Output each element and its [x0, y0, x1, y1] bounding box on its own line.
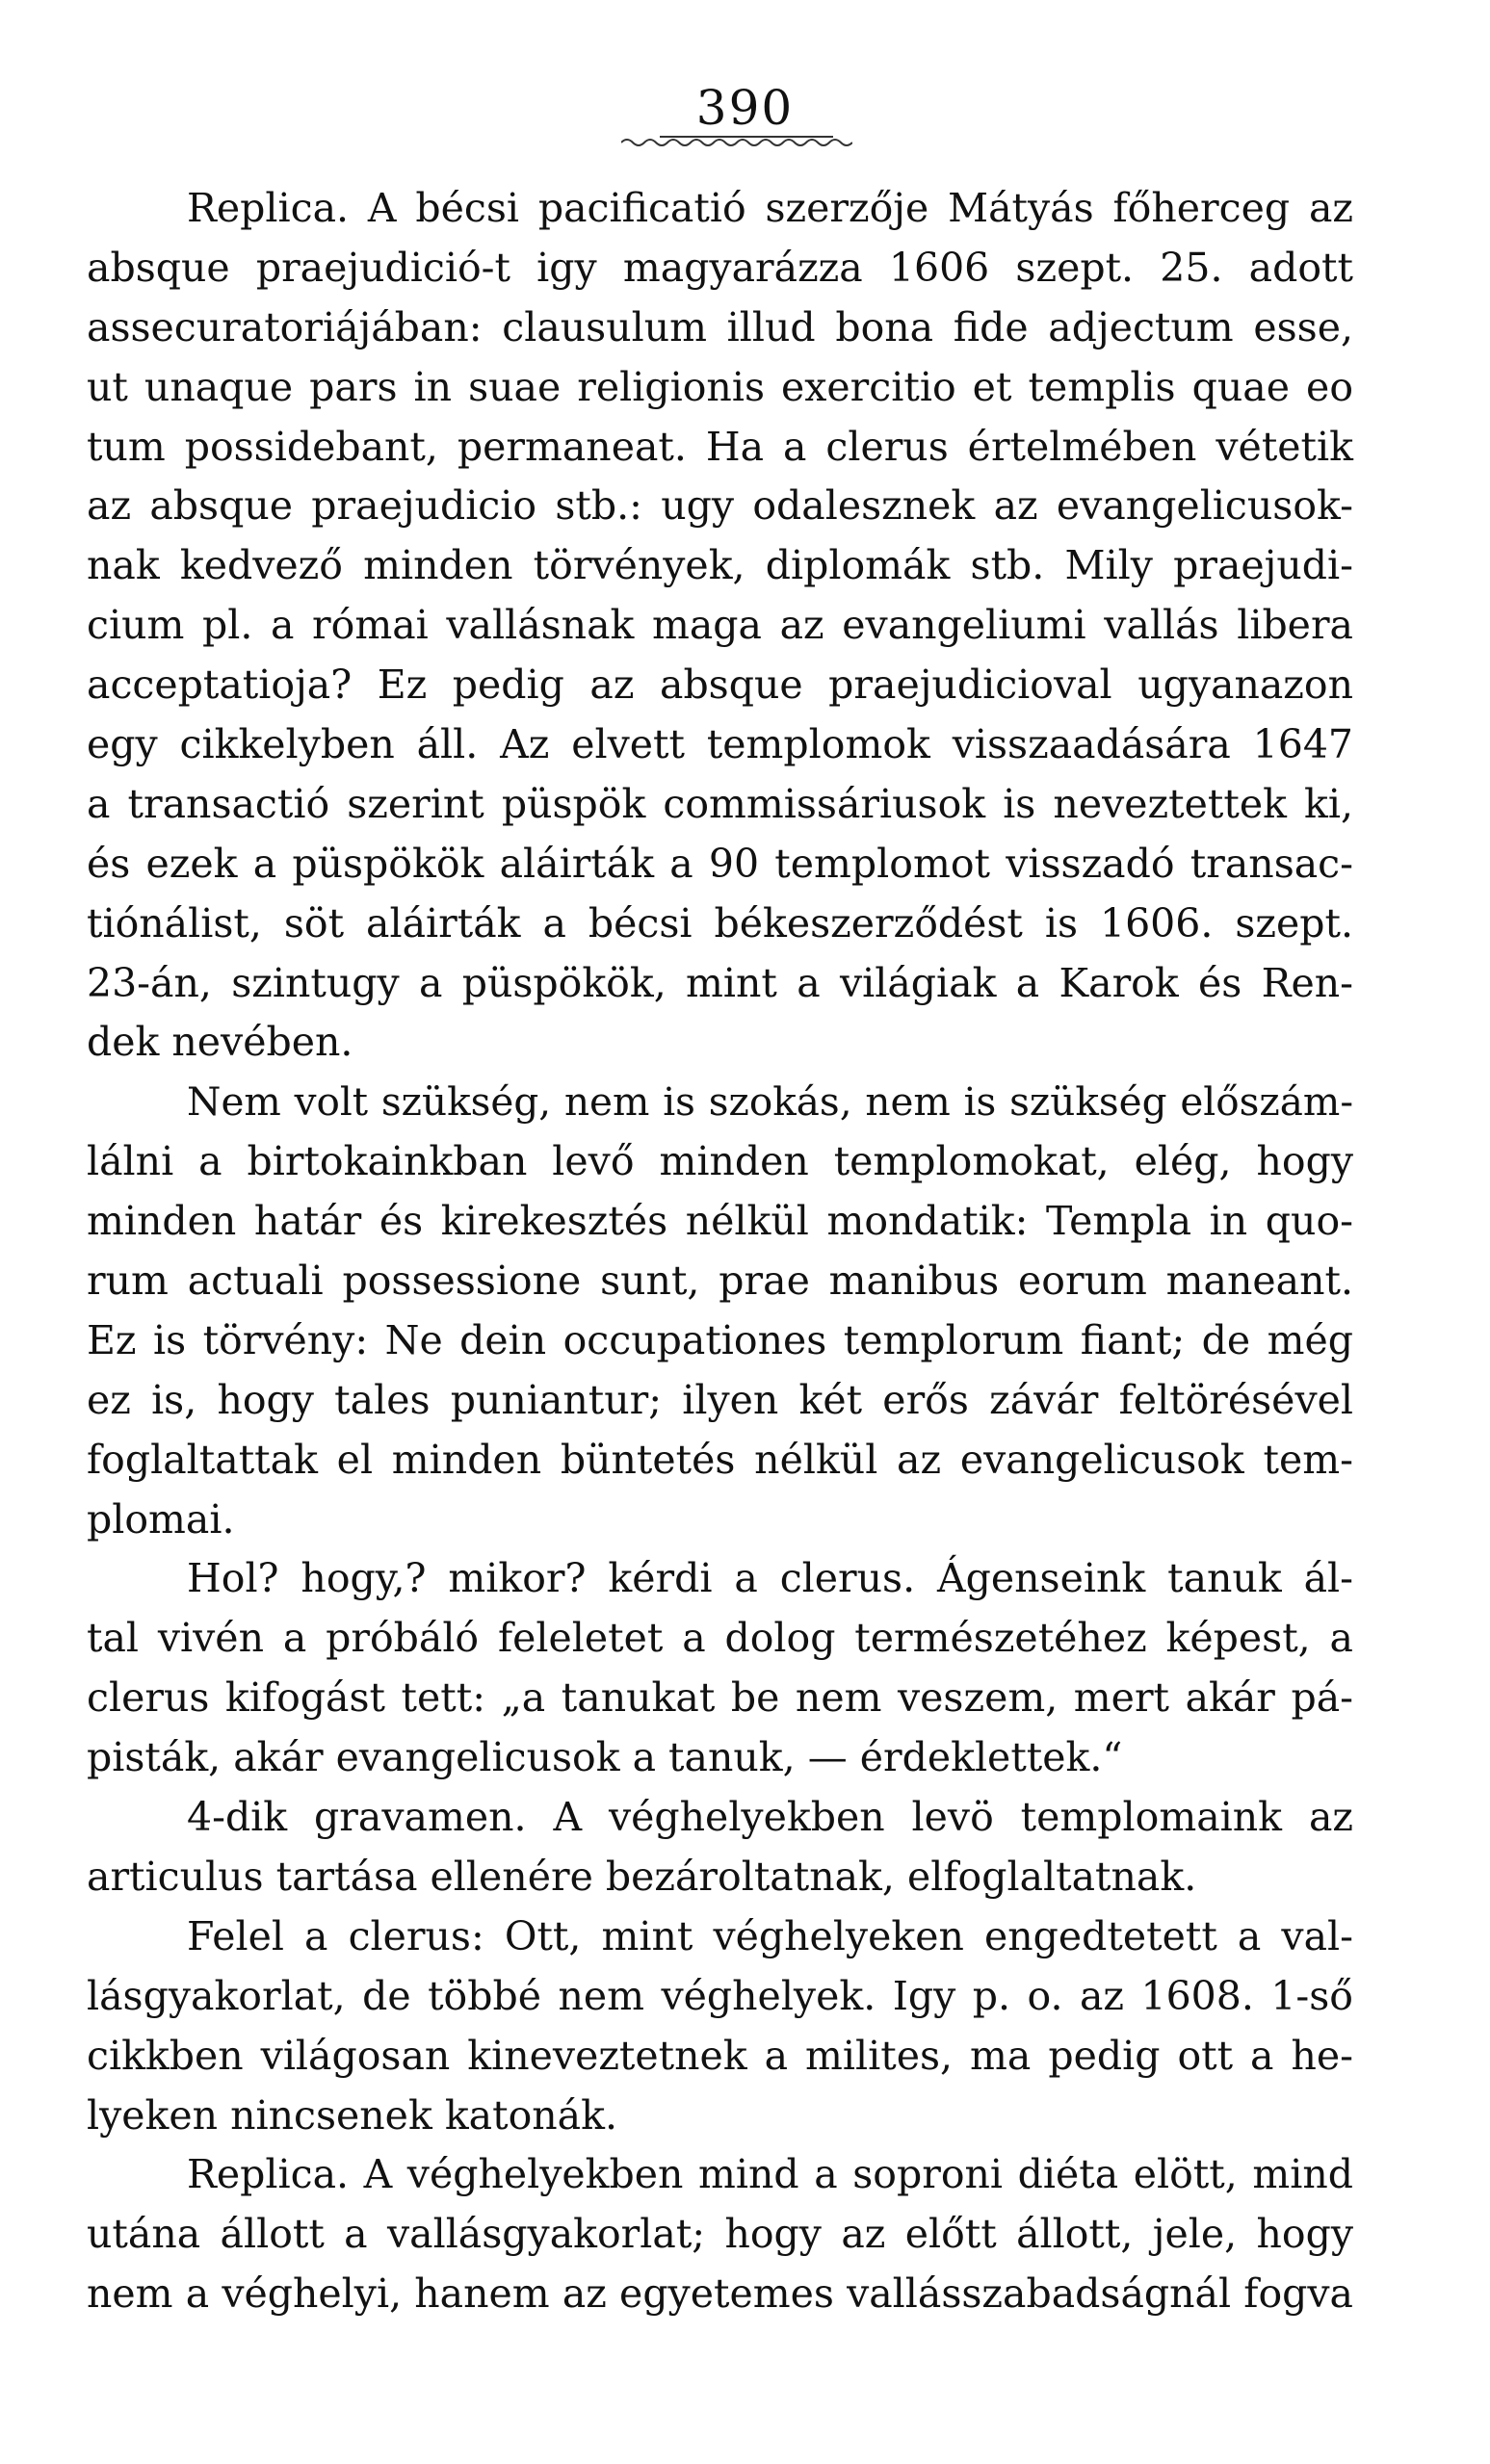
text-line: nem a véghelyi, hanem az egyetemes vallásszabadságnál fogva — [87, 2270, 1353, 2318]
text-line: és ezek a püspökök aláirták a 90 templomot visszadó transac- — [87, 840, 1353, 887]
text-line: plomai. — [87, 1495, 235, 1543]
text-line: nak kedvező minden törvények, diplomák stb. Mily praejudi- — [87, 542, 1353, 589]
text-line: 23-án, szintugy a püspökök, mint a világiak a Karok és Ren- — [87, 959, 1353, 1006]
text-line: foglaltattak el minden büntetés nélkül az evangelicusok tem- — [87, 1436, 1353, 1483]
text-line: cium pl. a római vallásnak maga az evangeliumi vallás libera — [87, 602, 1353, 649]
body-text — [87, 179, 1353, 2324]
text-line: Felel a clerus: Ott, mint véghelyeken engedtetett a val- — [187, 1912, 1353, 1959]
text-line: clerus kifogást tett: „a tanukat be nem veszem, mert akár pá- — [87, 1674, 1353, 1722]
text-line: Replica. A bécsi pacificatió szerzője Mátyás főherceg az — [187, 185, 1353, 231]
text-line: tal vivén a próbáló feleletet a dolog természetéhez képest, a — [87, 1615, 1353, 1662]
text-line: cikkben világosan kineveztetnek a milites, ma pedig ott a he- — [87, 2032, 1353, 2079]
text-line: egy cikkelyben áll. Az elvett templomok visszaadására 1647 — [87, 721, 1353, 768]
text-line: utána állott a vallásgyakorlat; hogy az előtt állott, jele, hogy — [87, 2211, 1353, 2258]
text-line: articulus tartása ellenére bezároltatnak, elfoglaltatnak. — [87, 1853, 1197, 1900]
text-line: ez is, hogy tales puniantur; ilyen két erős závár feltörésével — [87, 1376, 1353, 1423]
text-line: absque praejudició-t igy magyarázza 1606 szept. 25. adott — [87, 244, 1353, 291]
decorative-wave-ornament — [621, 135, 852, 150]
page-number: 390 — [695, 80, 795, 136]
text-line: Replica. A véghelyekben mind a soproni diéta elött, mind — [187, 2151, 1353, 2198]
text-line: Hol? hogy,? mikor? kérdi a clerus. Ágenseink tanuk ál- — [187, 1555, 1353, 1602]
text-line: a transactió szerint püspök commissáriusok is neveztettek ki, — [87, 780, 1353, 827]
text-line: minden határ és kirekesztés nélkül mondatik: Templa in quo- — [87, 1198, 1353, 1245]
text-line: tum possidebant, permaneat. Ha a clerus értelmében vétetik — [87, 423, 1353, 470]
text-line: rum actuali possessione sunt, prae manibus eorum maneant. — [87, 1258, 1353, 1305]
text-line: lyeken nincsenek katonák. — [87, 2091, 617, 2139]
text-line: Ez is törvény: Ne dein occupationes templorum fiant; de még — [87, 1316, 1353, 1363]
text-line: pisták, akár evangelicusok a tanuk, — érdeklettek.“ — [87, 1734, 1123, 1781]
text-line: lásgyakorlat, de többé nem véghelyek. Igy p. o. az 1608. 1-ső — [87, 1972, 1353, 2019]
text-line: lálni a birtokainkban levő minden templomokat, elég, hogy — [87, 1138, 1353, 1185]
text-line: az absque praejudicio stb.: ugy odalesznek az evangelicusok- — [87, 482, 1353, 530]
text-line: acceptatioja? Ez pedig az absque praejudicioval ugyanazon — [87, 661, 1353, 709]
text-line: tiónálist, söt aláirták a bécsi békeszerződést is 1606. szept. — [87, 899, 1353, 947]
text-line: Nem volt szükség, nem is szokás, nem is szükség előszám- — [187, 1078, 1353, 1126]
text-line: dek nevében. — [87, 1019, 353, 1066]
text-line: ut unaque pars in suae religionis exercitio et templis quae eo — [87, 363, 1353, 410]
text-line: assecuratoriájában: clausulum illud bona fide adjectum esse, — [87, 303, 1353, 350]
text-line: 4-dik gravamen. A véghelyekben levö templomaink az — [187, 1794, 1353, 1841]
